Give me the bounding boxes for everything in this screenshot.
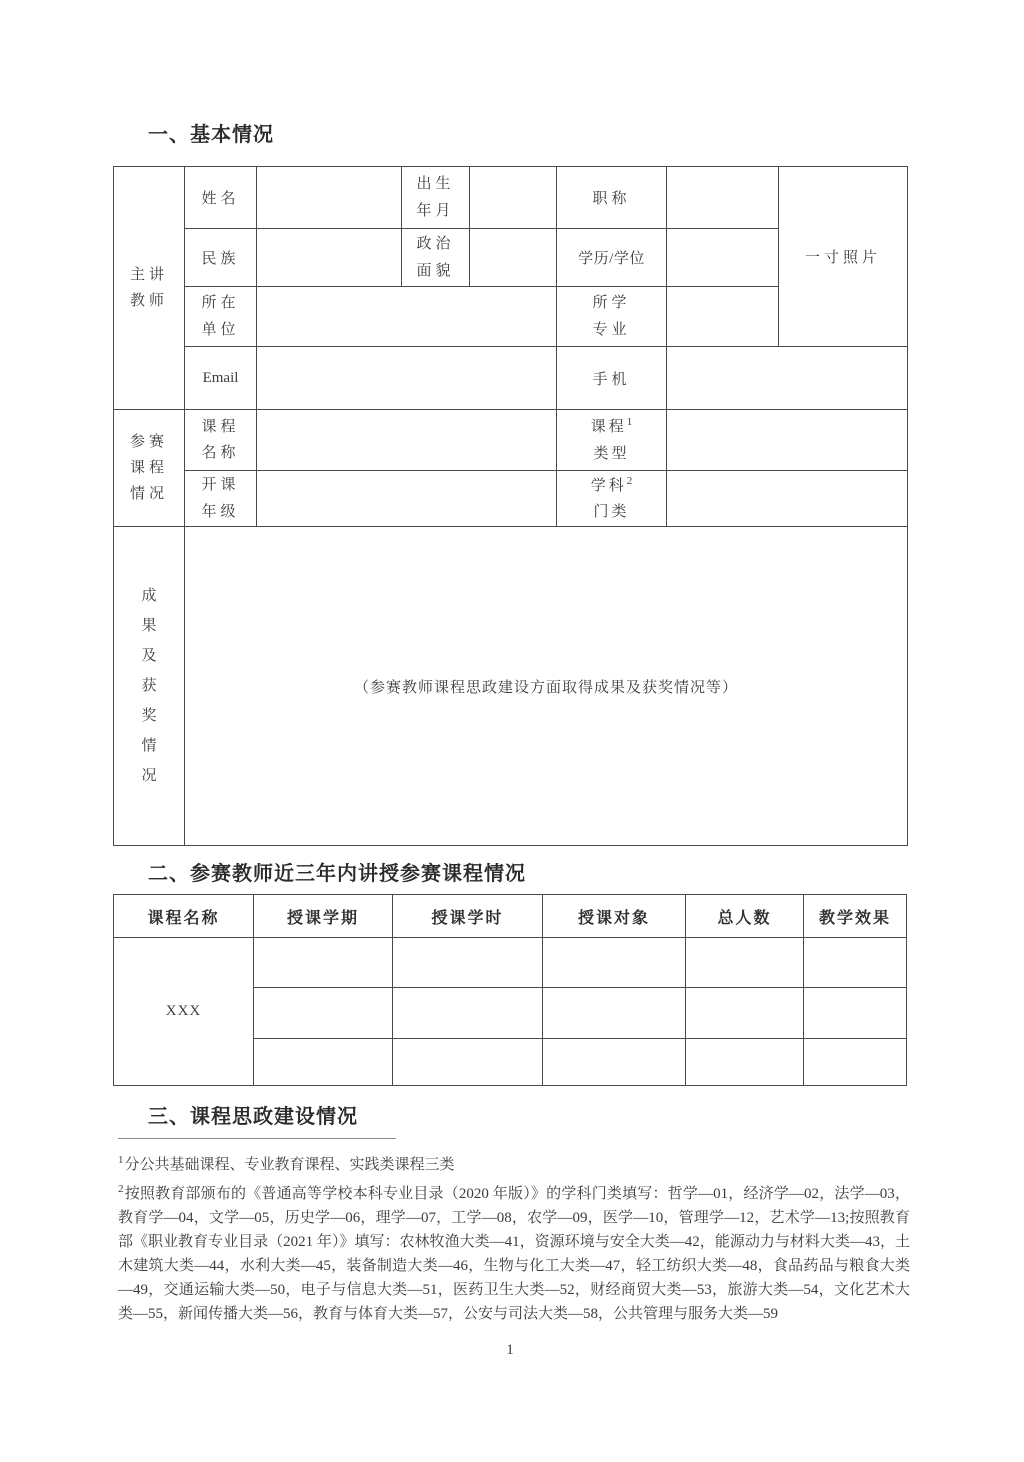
course-type-label-cell <box>557 410 667 471</box>
achievement-hint: （参赛教师课程思政建设方面取得成果及获奖情况等） <box>353 679 738 696</box>
major-label-cell <box>557 287 667 347</box>
empty-field-cell <box>393 988 543 1039</box>
political-label: 政治面貌 <box>416 236 455 279</box>
unit-label: 所在单位 <box>201 295 240 338</box>
jobtitle-value-cell <box>667 167 779 229</box>
header-course-name: 课程名称 <box>114 895 254 938</box>
header-hours: 授课学时 <box>393 895 543 938</box>
grade-label: 开课年级 <box>201 477 240 520</box>
empty-field-cell <box>393 1039 543 1086</box>
footnote-ref-1: 1 <box>626 416 633 429</box>
empty-field-cell <box>254 1039 393 1086</box>
course-type-label-line1: 课程 <box>590 419 627 436</box>
grade-label-cell <box>185 471 257 527</box>
empty-field-cell <box>686 1039 804 1086</box>
name-label: 姓名 <box>185 167 257 229</box>
discipline-label <box>557 472 666 526</box>
degree-label: 学历/学位 <box>557 229 667 287</box>
empty-field-cell <box>804 938 907 988</box>
ethnicity-value-cell <box>257 229 402 287</box>
footnotes <box>118 1134 910 1326</box>
header-teaching-effect: 教学效果 <box>804 895 907 938</box>
achievement-content-cell <box>185 527 908 846</box>
course-name-label: 课程名称 <box>201 418 240 461</box>
birth-label: 出生年月 <box>416 176 455 219</box>
unit-value-cell <box>257 287 557 347</box>
jobtitle-label: 职称 <box>557 167 667 229</box>
email-value-cell <box>257 347 557 410</box>
empty-field-cell <box>393 938 543 988</box>
empty-field-cell <box>804 1039 907 1086</box>
footnote-2 <box>118 1177 910 1326</box>
course-name-value-cell <box>257 410 557 471</box>
empty-field-cell <box>804 988 907 1039</box>
discipline-label-cell <box>557 471 667 527</box>
empty-field-cell <box>543 988 686 1039</box>
header-audience: 授课对象 <box>543 895 686 938</box>
degree-value-cell <box>667 229 779 287</box>
course-type-label <box>557 413 666 467</box>
political-value-cell <box>470 229 557 287</box>
ethnicity-label: 民族 <box>185 229 257 287</box>
name-value-cell <box>257 167 402 229</box>
course-group-cell <box>114 410 185 527</box>
achievement-group-cell <box>114 527 185 846</box>
email-label: Email <box>185 347 257 410</box>
page-number: 1 <box>506 1342 514 1358</box>
section-2-title: 二、参赛教师近三年内讲授参赛课程情况 <box>148 863 526 885</box>
achievement-group-label: 成果及获奖情况 <box>141 588 157 784</box>
footnote-2-text: 按照教育部颁布的《普通高等学校本科专业目录（2020 年版）》的学科门类填写：哲学—01，经济学—02，法学—03，教育学—04，文学—05，历史学—06，理学—07，工学—08，农学—09，医学—10，管理学—12，艺术学—13;按照教育部《职业教育专业目录（2021 年）》填写：农林牧渔大类—41，资源环境与安全大类—42，能源动力与材料大类—43，土木建筑大类—44，水利大类—45，装备制造大类—46，生物与化工大类—47，轻工纺织大类—48，食品药品与粮食大类—49，交通运输大类—50，电子与信息大类—51，医药卫生大类—52，财经商贸大类—53，旅游大类—54，文化艺术大类—55，新闻传播大类—56，教育与体育大类—57，公安与司法大类—58，公共管理与服务大类—59 <box>118 1186 910 1322</box>
footnote-ref-2: 2 <box>626 474 633 487</box>
photo-cell <box>779 167 908 347</box>
course-name-label-cell <box>185 410 257 471</box>
header-semester: 授课学期 <box>254 895 393 938</box>
empty-field-cell <box>686 988 804 1039</box>
birth-label-cell <box>402 167 470 229</box>
empty-field-cell <box>543 938 686 988</box>
basic-info-table <box>113 166 908 846</box>
birth-value-cell <box>470 167 557 229</box>
course-group-label: 参赛课程情况 <box>129 433 168 503</box>
header-total-count: 总人数 <box>686 895 804 938</box>
empty-field-cell <box>686 938 804 988</box>
teaching-record-table <box>113 894 907 1086</box>
section-3-title: 三、课程思政建设情况 <box>148 1106 358 1128</box>
section-1-title: 一、基本情况 <box>148 124 274 146</box>
empty-field-cell <box>254 938 393 988</box>
course-type-label-line2: 类型 <box>593 445 630 462</box>
empty-field-cell <box>543 1039 686 1086</box>
footnote-separator <box>118 1138 396 1139</box>
footnote-2-marker: 2 <box>118 1183 124 1195</box>
mobile-label: 手机 <box>557 347 667 410</box>
discipline-value-cell <box>667 471 908 527</box>
discipline-label-line2: 门类 <box>593 504 630 520</box>
major-label: 所学专业 <box>592 295 631 338</box>
footnote-1-marker: 1 <box>118 1154 124 1166</box>
footnote-1-text: 分公共基础课程、专业教育课程、实践类课程三类 <box>124 1157 455 1173</box>
political-label-cell <box>402 229 470 287</box>
grade-value-cell <box>257 471 557 527</box>
course-name-merged-cell: XXX <box>114 938 254 1086</box>
footnote-1 <box>118 1148 910 1177</box>
lecturer-group-label: 主讲教师 <box>129 266 168 309</box>
lecturer-group-cell <box>114 167 185 410</box>
mobile-value-cell <box>667 347 908 410</box>
course-type-value-cell <box>667 410 908 471</box>
major-value-cell <box>667 287 779 347</box>
unit-label-cell <box>185 287 257 347</box>
photo-label: 一寸照片 <box>804 250 881 266</box>
discipline-label-line1: 学科 <box>590 477 627 494</box>
empty-field-cell <box>254 988 393 1039</box>
